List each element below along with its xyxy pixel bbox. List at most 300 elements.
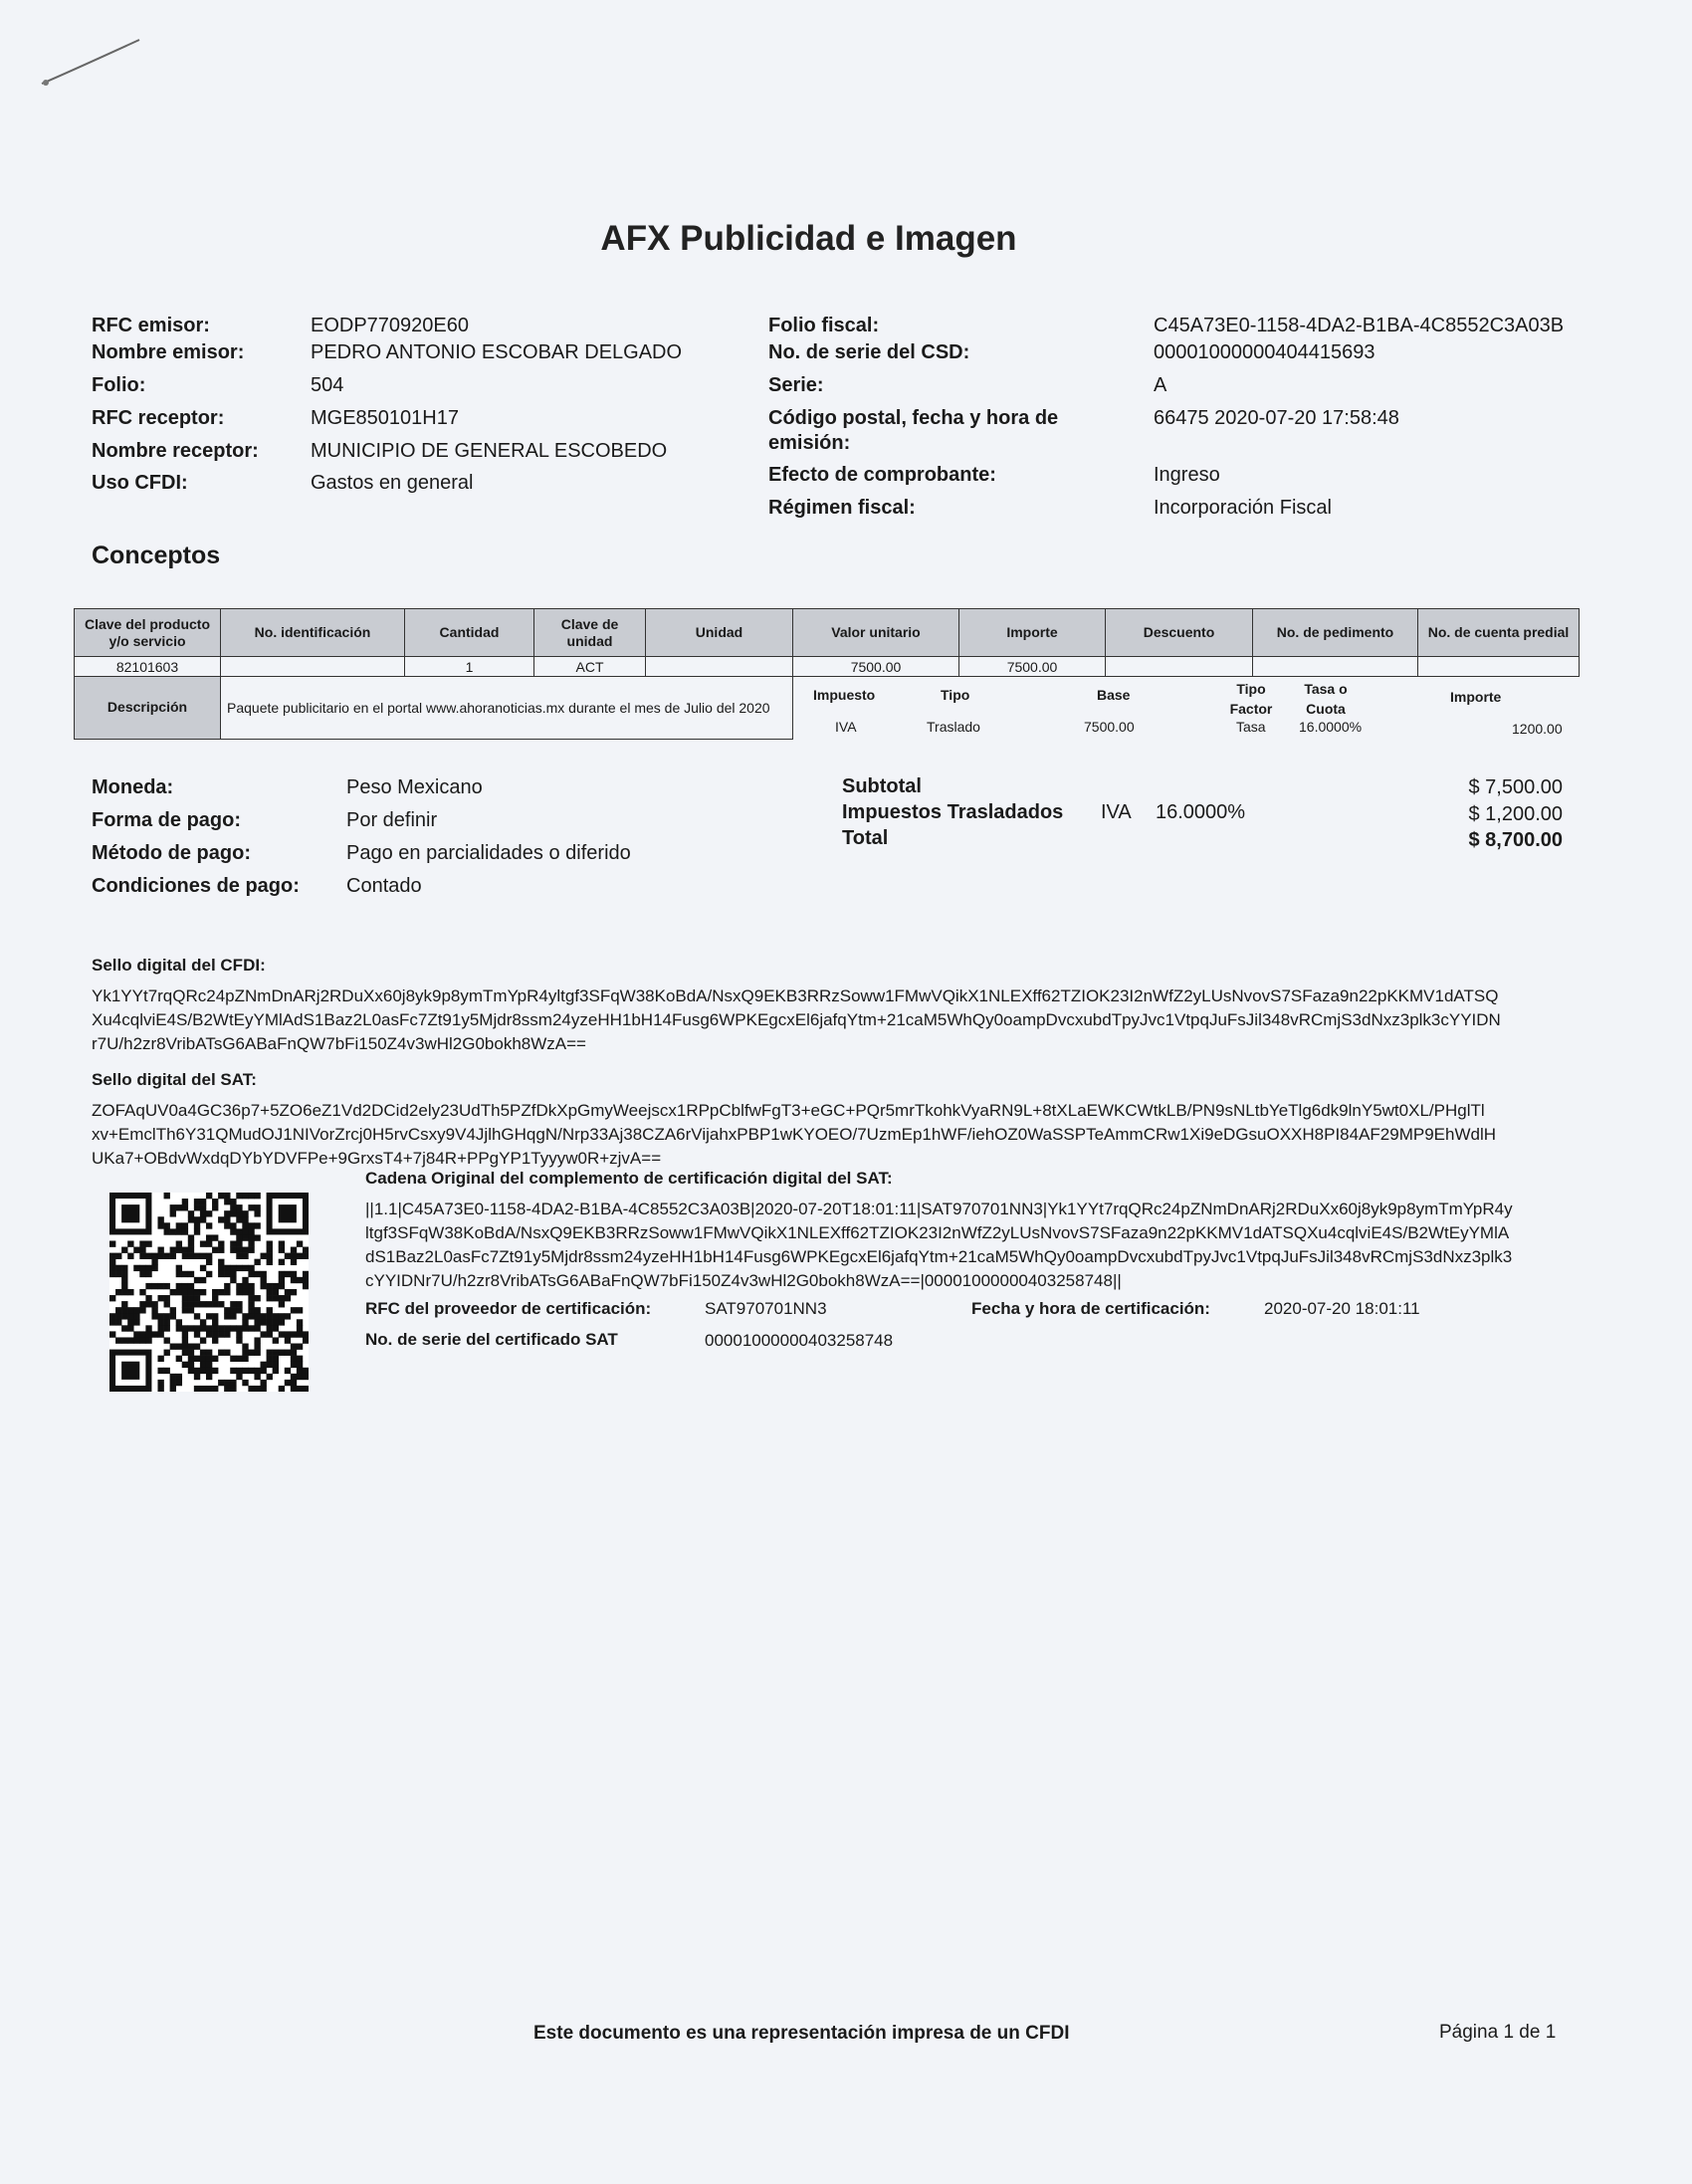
qr-module: [127, 1325, 133, 1331]
qr-module: [254, 1325, 260, 1331]
qr-module: [115, 1265, 121, 1271]
qr-module: [236, 1325, 242, 1331]
qr-module: [236, 1247, 242, 1253]
qr-module: [157, 1325, 163, 1331]
qr-module: [285, 1313, 291, 1319]
qr-module: [291, 1356, 297, 1362]
sello-sat-line: ZOFAqUV0a4GC36p7+5ZO6eZ1Vd2DCid2ely23UdTh5PZfDkXpGmyWeejscx1RPpCblfwFgT3+eGC+PQr5mrTkohkVyaRN9L+8tXLaEWKCWtkLB/PN9sNLtbYeTlg6dk9lnY5wt0XL/PHglTl: [92, 1101, 1485, 1120]
qr-module: [188, 1247, 194, 1253]
qr-module: [303, 1374, 309, 1380]
descripcion-row: [75, 677, 1580, 740]
qr-module: [242, 1368, 248, 1374]
qr-module: [230, 1307, 236, 1313]
header-no-cuenta-predial: No. de cuenta predial: [1418, 609, 1580, 657]
qr-module: [151, 1301, 157, 1307]
qr-module: [176, 1319, 182, 1325]
footer-note: Este documento es una representación impresa de un CFDI: [533, 2023, 1070, 2044]
qr-module: [279, 1271, 285, 1277]
qr-module: [145, 1325, 151, 1331]
subtotal-value: $ 7,500.00: [1468, 776, 1563, 798]
qr-module: [273, 1368, 279, 1374]
qr-module: [279, 1331, 285, 1337]
qr-module: [303, 1337, 309, 1343]
qr-module: [248, 1386, 254, 1392]
subtotal-label: Subtotal: [842, 775, 922, 797]
qr-module: [273, 1295, 279, 1301]
qr-module: [157, 1295, 163, 1301]
qr-module: [254, 1222, 260, 1228]
qr-module: [157, 1313, 163, 1319]
qr-module: [248, 1301, 254, 1307]
qr-module: [188, 1356, 194, 1362]
qr-module: [236, 1216, 242, 1222]
qr-module: [194, 1356, 200, 1362]
qr-module: [236, 1253, 242, 1259]
qr-module: [115, 1313, 121, 1319]
qr-module: [291, 1386, 297, 1392]
qr-module: [109, 1295, 115, 1301]
qr-module: [218, 1193, 224, 1199]
metodo-pago-value: Pago en parcialidades o diferido: [346, 842, 631, 864]
qr-module: [206, 1193, 212, 1199]
qr-module: [109, 1265, 115, 1271]
forma-pago-value: Por definir: [346, 809, 438, 831]
qr-module: [303, 1368, 309, 1374]
qr-module: [267, 1240, 273, 1246]
qr-module: [188, 1362, 194, 1368]
qr-module: [182, 1271, 188, 1277]
qr-module: [273, 1362, 279, 1368]
qr-module: [194, 1386, 200, 1392]
qr-module: [254, 1374, 260, 1380]
qr-module: [188, 1307, 194, 1313]
qr-module: [170, 1204, 176, 1210]
qr-module: [224, 1386, 230, 1392]
qr-module: [297, 1368, 303, 1374]
tax-tipo-value: Traslado: [927, 719, 980, 735]
qr-module: [121, 1313, 127, 1319]
qr-module: [254, 1386, 260, 1392]
cell-valor-unitario: 7500.00: [793, 657, 959, 677]
sello-cfdi-value: [92, 984, 1585, 1056]
qr-module: [157, 1319, 163, 1325]
cadena-original-label: Cadena Original del complemento de certificación digital del SAT:: [365, 1169, 893, 1188]
qr-module: [279, 1295, 285, 1301]
rfc-proveedor-value: SAT970701NN3: [705, 1299, 827, 1318]
qr-module: [248, 1271, 254, 1277]
qr-module: [194, 1313, 200, 1319]
serie-certificado-sat-label: No. de serie del certificado SAT: [365, 1330, 618, 1349]
rfc-emisor-value: EODP770920E60: [311, 315, 470, 336]
qr-module: [157, 1356, 163, 1362]
qr-module: [206, 1313, 212, 1319]
qr-module: [242, 1319, 248, 1325]
tax-header-impuesto: Impuesto: [813, 687, 876, 703]
rfc-emisor-label: RFC emisor:: [92, 315, 210, 336]
qr-module: [139, 1271, 145, 1277]
qr-module: [297, 1344, 303, 1350]
qr-module: [145, 1253, 151, 1259]
codigo-postal-label-line1: Código postal, fecha y hora de: [768, 407, 1059, 429]
qr-module: [273, 1319, 279, 1325]
qr-module: [218, 1240, 224, 1246]
qr-module: [182, 1362, 188, 1368]
qr-module: [121, 1271, 127, 1277]
qr-module: [261, 1368, 267, 1374]
qr-module: [194, 1301, 200, 1307]
qr-module: [291, 1331, 297, 1337]
qr-module: [182, 1247, 188, 1253]
sello-cfdi-line: Xu4cqlviE4S/B2WtEyYMlAdS1Baz2L0asFc7Zt91y5Mjdr8ssm24yzeHH1bH14Fusg6WPKEgcxEl6jafqYtm+21caM5WhQy0oampDvcxubdTpyJvc1VtpqJuFsJil348vRCmjS3dNxz3plk3cYYIDN: [92, 1010, 1501, 1029]
qr-module: [133, 1265, 139, 1271]
qr-module: [188, 1253, 194, 1259]
qr-module: [206, 1259, 212, 1265]
qr-module: [188, 1216, 194, 1222]
qr-module: [170, 1374, 176, 1380]
qr-module: [291, 1289, 297, 1295]
qr-module: [188, 1325, 194, 1331]
qr-module: [254, 1337, 260, 1343]
qr-module: [133, 1307, 139, 1313]
impuestos-value: $ 1,200.00: [1468, 803, 1563, 825]
qr-module: [139, 1289, 145, 1295]
conceptos-table: [74, 608, 1580, 740]
header-cantidad: Cantidad: [405, 609, 534, 657]
qr-module: [212, 1313, 218, 1319]
qr-module: [127, 1307, 133, 1313]
qr-code-image: [109, 1193, 309, 1392]
qr-module: [194, 1199, 200, 1204]
qr-module: [218, 1216, 224, 1222]
qr-module: [206, 1234, 212, 1240]
qr-module: [297, 1356, 303, 1362]
codigo-postal-label-line2: emisión:: [768, 432, 851, 454]
qr-module: [248, 1222, 254, 1228]
qr-module: [133, 1319, 139, 1325]
qr-finder-pattern: [121, 1362, 139, 1380]
qr-module: [194, 1289, 200, 1295]
qr-module: [170, 1380, 176, 1386]
qr-module: [182, 1344, 188, 1350]
qr-module: [145, 1301, 151, 1307]
qr-module: [230, 1240, 236, 1246]
qr-module: [109, 1253, 115, 1259]
qr-module: [200, 1253, 206, 1259]
qr-module: [121, 1277, 127, 1283]
qr-module: [121, 1307, 127, 1313]
qr-module: [297, 1374, 303, 1380]
qr-module: [206, 1253, 212, 1259]
qr-module: [200, 1362, 206, 1368]
qr-module: [254, 1313, 260, 1319]
qr-module: [164, 1222, 170, 1228]
serie-label: Serie:: [768, 374, 824, 396]
qr-module: [248, 1247, 254, 1253]
qr-module: [194, 1222, 200, 1228]
qr-module: [218, 1301, 224, 1307]
qr-module: [164, 1368, 170, 1374]
metodo-pago-label: Método de pago:: [92, 842, 251, 864]
qr-module: [170, 1289, 176, 1295]
qr-module: [206, 1331, 212, 1337]
qr-module: [127, 1319, 133, 1325]
qr-module: [194, 1374, 200, 1380]
qr-module: [236, 1240, 242, 1246]
tax-detail: [793, 677, 1580, 739]
qr-module: [218, 1265, 224, 1271]
qr-module: [254, 1319, 260, 1325]
qr-module: [194, 1216, 200, 1222]
qr-module: [236, 1289, 242, 1295]
header-valor-unitario: Valor unitario: [793, 609, 959, 657]
qr-module: [145, 1337, 151, 1343]
qr-module: [164, 1350, 170, 1356]
qr-module: [157, 1216, 163, 1222]
qr-module: [157, 1222, 163, 1228]
qr-module: [176, 1265, 182, 1271]
qr-module: [170, 1307, 176, 1313]
qr-module: [151, 1265, 157, 1271]
qr-module: [242, 1344, 248, 1350]
qr-module: [115, 1319, 121, 1325]
qr-module: [297, 1240, 303, 1246]
qr-module: [218, 1259, 224, 1265]
qr-module: [230, 1356, 236, 1362]
qr-module: [139, 1307, 145, 1313]
qr-module: [188, 1240, 194, 1246]
sello-cfdi-label: Sello digital del CFDI:: [92, 956, 266, 975]
qr-module: [254, 1204, 260, 1210]
rfc-receptor-label: RFC receptor:: [92, 407, 225, 429]
qr-module: [157, 1331, 163, 1337]
qr-module: [200, 1199, 206, 1204]
qr-module: [182, 1283, 188, 1289]
qr-module: [303, 1277, 309, 1283]
qr-module: [109, 1319, 115, 1325]
qr-module: [164, 1337, 170, 1343]
cell-cantidad: 1: [405, 657, 534, 677]
qr-module: [224, 1283, 230, 1289]
qr-module: [254, 1350, 260, 1356]
qr-module: [212, 1331, 218, 1337]
qr-module: [303, 1253, 309, 1259]
sello-cfdi-line: r7U/h2zr8VribATsG6ABaFnQW7bFi150Z4v3wHl2G0bokh8WzA==: [92, 1034, 586, 1053]
qr-module: [242, 1247, 248, 1253]
qr-module: [273, 1350, 279, 1356]
qr-module: [224, 1325, 230, 1331]
qr-module: [206, 1301, 212, 1307]
qr-module: [242, 1253, 248, 1259]
qr-module: [121, 1301, 127, 1307]
qr-module: [248, 1240, 254, 1246]
qr-module: [200, 1325, 206, 1331]
cell-importe: 7500.00: [959, 657, 1106, 677]
qr-module: [182, 1199, 188, 1204]
qr-module: [200, 1277, 206, 1283]
qr-module: [236, 1228, 242, 1234]
fecha-certificacion-value: 2020-07-20 18:01:11: [1264, 1299, 1420, 1318]
cadena-original-value: [365, 1198, 1582, 1293]
qr-module: [194, 1295, 200, 1301]
qr-module: [157, 1253, 163, 1259]
impuestos-trasladados-label: Impuestos Trasladados: [842, 801, 1064, 823]
qr-module: [248, 1350, 254, 1356]
folio-fiscal-value: C45A73E0-1158-4DA2-B1BA-4C8552C3A03B: [1154, 315, 1565, 336]
uso-cfdi-value: Gastos en general: [311, 472, 474, 494]
tax-header-importe: Importe: [1450, 689, 1502, 705]
qr-module: [242, 1356, 248, 1362]
qr-module: [254, 1234, 260, 1240]
qr-module: [254, 1295, 260, 1301]
qr-module: [261, 1277, 267, 1283]
qr-module: [206, 1356, 212, 1362]
qr-module: [206, 1210, 212, 1216]
qr-module: [176, 1325, 182, 1331]
qr-module: [285, 1350, 291, 1356]
qr-module: [224, 1313, 230, 1319]
sello-sat-line: UKa7+OBdvWxdqDYbYDVFPe+9GrxsT4+7j84R+PPgYP1Tyyyw0R+zjvA==: [92, 1149, 662, 1168]
qr-module: [230, 1368, 236, 1374]
qr-module: [267, 1247, 273, 1253]
qr-module: [242, 1216, 248, 1222]
qr-module: [200, 1265, 206, 1271]
rfc-proveedor-label: RFC del proveedor de certificación:: [365, 1299, 652, 1318]
qr-module: [273, 1313, 279, 1319]
qr-module: [254, 1271, 260, 1277]
qr-module: [133, 1247, 139, 1253]
qr-module: [157, 1368, 163, 1374]
qr-module: [230, 1247, 236, 1253]
qr-module: [267, 1325, 273, 1331]
qr-module: [182, 1295, 188, 1301]
qr-module: [188, 1301, 194, 1307]
qr-module: [188, 1289, 194, 1295]
qr-module: [218, 1271, 224, 1277]
qr-module: [151, 1313, 157, 1319]
nombre-receptor-label: Nombre receptor:: [92, 440, 259, 462]
cell-no-pedimento: [1253, 657, 1418, 677]
qr-module: [164, 1253, 170, 1259]
qr-module: [109, 1240, 115, 1246]
qr-module: [176, 1271, 182, 1277]
qr-module: [248, 1228, 254, 1234]
qr-module: [182, 1307, 188, 1313]
qr-module: [151, 1331, 157, 1337]
qr-finder-pattern: [121, 1204, 139, 1222]
qr-module: [267, 1331, 273, 1337]
qr-module: [267, 1374, 273, 1380]
qr-module: [242, 1210, 248, 1216]
qr-module: [121, 1337, 127, 1343]
sello-cfdi-line: Yk1YYt7rqQRc24pZNmDnARj2RDuXx60j8yk9p8ymTmYpR4yltgf3SFqW38KoBdA/NsxQ9EKB3RRzSoww1FMwVQikX1NLEXff62TZIOK23I2nWfZ2yLUsNvovS7SFaza9n22pKKMV1dATSQ: [92, 986, 1499, 1005]
qr-module: [273, 1283, 279, 1289]
qr-module: [121, 1265, 127, 1271]
qr-module: [273, 1325, 279, 1331]
qr-module: [279, 1386, 285, 1392]
moneda-label: Moneda:: [92, 776, 174, 798]
qr-module: [121, 1289, 127, 1295]
qr-module: [273, 1289, 279, 1295]
qr-module: [157, 1380, 163, 1386]
qr-module: [224, 1216, 230, 1222]
qr-module: [279, 1240, 285, 1246]
qr-module: [188, 1283, 194, 1289]
qr-module: [200, 1210, 206, 1216]
header-importe: Importe: [959, 609, 1106, 657]
page-number: Página 1 de 1: [1439, 2022, 1557, 2043]
qr-module: [206, 1350, 212, 1356]
qr-module: [139, 1301, 145, 1307]
forma-pago-label: Forma de pago:: [92, 809, 242, 831]
qr-module: [279, 1350, 285, 1356]
qr-module: [279, 1313, 285, 1319]
qr-module: [164, 1325, 170, 1331]
qr-module: [242, 1228, 248, 1234]
qr-module: [200, 1216, 206, 1222]
condiciones-pago-label: Condiciones de pago:: [92, 875, 300, 897]
nombre-emisor-value: PEDRO ANTONIO ESCOBAR DELGADO: [311, 341, 683, 363]
qr-module: [230, 1210, 236, 1216]
qr-module: [303, 1331, 309, 1337]
sello-sat-value: [92, 1099, 1585, 1171]
qr-module: [176, 1247, 182, 1253]
qr-module: [248, 1265, 254, 1271]
qr-module: [224, 1350, 230, 1356]
qr-module: [291, 1259, 297, 1265]
qr-module: [248, 1283, 254, 1289]
qr-module: [182, 1289, 188, 1295]
qr-module: [115, 1337, 121, 1343]
qr-module: [261, 1319, 267, 1325]
regimen-fiscal-label: Régimen fiscal:: [768, 497, 916, 519]
qr-module: [145, 1271, 151, 1277]
tax-impuesto-value: IVA: [835, 719, 857, 735]
efecto-comprobante-value: Ingreso: [1154, 464, 1220, 486]
qr-module: [194, 1325, 200, 1331]
sello-sat-label: Sello digital del SAT:: [92, 1070, 257, 1089]
qr-module: [230, 1228, 236, 1234]
qr-module: [248, 1313, 254, 1319]
qr-module: [182, 1204, 188, 1210]
qr-module: [176, 1240, 182, 1246]
qr-module: [212, 1199, 218, 1204]
qr-module: [224, 1265, 230, 1271]
tax-base-value: 7500.00: [1084, 719, 1135, 735]
qr-module: [285, 1337, 291, 1343]
header-no-pedimento: No. de pedimento: [1253, 609, 1418, 657]
qr-module: [236, 1331, 242, 1337]
qr-module: [248, 1193, 254, 1199]
qr-module: [267, 1307, 273, 1313]
qr-module: [151, 1283, 157, 1289]
cadena-line: dS1Baz2L0asFc7Zt91y5Mjdr8ssm24yzeHH1bH14Fusg6WPKEgcxEl6jafqYtm+21caM5WhQy0oampDvcxubdTpyJvc1VtpqJuFsJil348vRCmjS3dNxz3plk3: [365, 1247, 1513, 1266]
nombre-emisor-label: Nombre emisor:: [92, 341, 245, 363]
qr-module: [279, 1247, 285, 1253]
qr-module: [188, 1368, 194, 1374]
rfc-receptor-value: MGE850101H17: [311, 407, 459, 429]
sello-sat-line: xv+EmclTh6Y31QMudOJ1NIVorZrcj0H5rvCsxy9V4JjlhGHqgN/Nrp33Aj38CZA6rVijahxPBP1wKYOEO/7UzmEp1hWF/iehOZ0WaSSPTeAmmCRw1Xi9eDGsuOXXH8PI84AF29MP9EhWdlH: [92, 1125, 1497, 1144]
qr-module: [109, 1259, 115, 1265]
qr-module: [285, 1289, 291, 1295]
qr-module: [230, 1271, 236, 1277]
qr-module: [261, 1331, 267, 1337]
qr-module: [236, 1374, 242, 1380]
qr-module: [200, 1356, 206, 1362]
regimen-fiscal-value: Incorporación Fiscal: [1154, 497, 1332, 519]
qr-module: [291, 1277, 297, 1283]
qr-module: [139, 1253, 145, 1259]
qr-module: [115, 1253, 121, 1259]
